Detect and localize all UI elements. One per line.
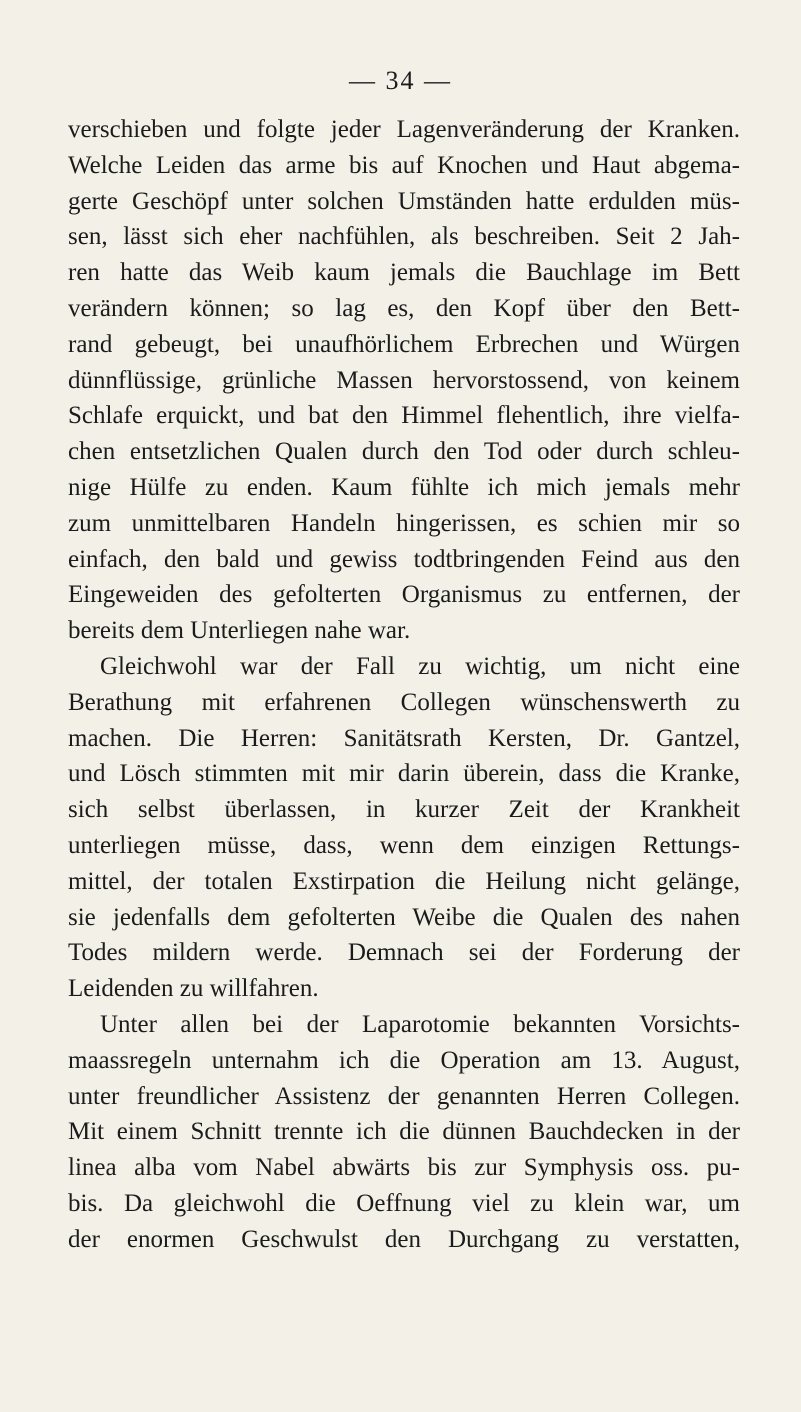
text-line: chen entsetzlichen Qualen durch den Tod oder durch schleu- xyxy=(68,438,740,466)
text-line: sie jedenfalls dem gefolterten Weibe die Qualen des nahen xyxy=(68,903,740,931)
text-line: maassregeln unternahm ich die Operation am 13. August, xyxy=(68,1046,740,1074)
text-line: linea alba vom Nabel abwärts bis zur Symphysis oss. pu- xyxy=(68,1154,740,1182)
text-line: Welche Leiden das arme bis auf Knochen und Haut abgema- xyxy=(68,151,740,179)
text-line: Schlafe erquickt, und bat den Himmel flehentlich, ihre vielfa- xyxy=(68,402,740,430)
text-line: mittel, der totalen Exstirpation die Heilung nicht gelänge, xyxy=(68,867,740,895)
text-line: ren hatte das Weib kaum jemals die Bauchlage im Bett xyxy=(68,259,740,287)
text-line: gerte Geschöpf unter solchen Umständen hatte erdulden müs- xyxy=(68,187,740,215)
text-line: unter freundlicher Assistenz der genannten Herren Collegen. xyxy=(68,1082,740,1110)
text-line: Mit einem Schnitt trennte ich die dünnen Bauchdecken in der xyxy=(68,1118,740,1146)
text-line: unterliegen müsse, dass, wenn dem einzigen Rettungs- xyxy=(68,831,740,859)
text-line: machen. Die Herren: Sanitätsrath Kersten, Dr. Gantzel, xyxy=(68,724,740,752)
body-text xyxy=(68,112,740,1258)
text-line: einfach, den bald und gewiss todtbringenden Feind aus den xyxy=(68,545,740,573)
text-line: nige Hülfe zu enden. Kaum fühlte ich mich jemals mehr xyxy=(68,473,740,501)
text-line: zum unmittelbaren Handeln hingerissen, es schien mir so xyxy=(68,509,740,537)
text-line: sen, lässt sich eher nachfühlen, als beschreiben. Seit 2 Jah- xyxy=(68,223,740,251)
paragraph-start-line: Unter allen bei der Laparotomie bekannten Vorsichts- xyxy=(100,1010,740,1038)
text-line: bis. Da gleichwohl die Oeffnung viel zu klein war, um xyxy=(68,1189,740,1217)
text-line: dünnflüssige, grünliche Massen hervorstossend, von keinem xyxy=(68,366,740,394)
text-line: verändern können; so lag es, den Kopf über den Bett- xyxy=(68,294,740,322)
text-line: verschieben und folgte jeder Lagenveränderung der Kranken. xyxy=(68,116,740,143)
text-line: sich selbst überlassen, in kurzer Zeit der Krankheit xyxy=(68,796,740,824)
text-line: Eingeweiden des gefolterten Organismus zu entfernen, der xyxy=(68,581,740,609)
text-line: der enormen Geschwulst den Durchgang zu verstatten, xyxy=(68,1225,740,1253)
paragraph-end-line: bereits dem Unterliegen nahe war. xyxy=(68,617,411,645)
text-line: Todes mildern werde. Demnach sei der Forderung der xyxy=(68,939,740,967)
text-line: und Lösch stimmten mit mir darin überein, dass die Kranke, xyxy=(68,760,740,788)
text-line: Berathung mit erfahrenen Collegen wünschenswerth zu xyxy=(68,688,740,716)
page-number: — 34 — xyxy=(349,66,452,95)
paragraph-start-line: Gleichwohl war der Fall zu wichtig, um nicht eine xyxy=(100,652,740,680)
paragraph-end-line: Leidenden zu willfahren. xyxy=(68,975,319,1003)
text-line: rand gebeugt, bei unaufhörlichem Erbrechen und Würgen xyxy=(68,330,740,358)
